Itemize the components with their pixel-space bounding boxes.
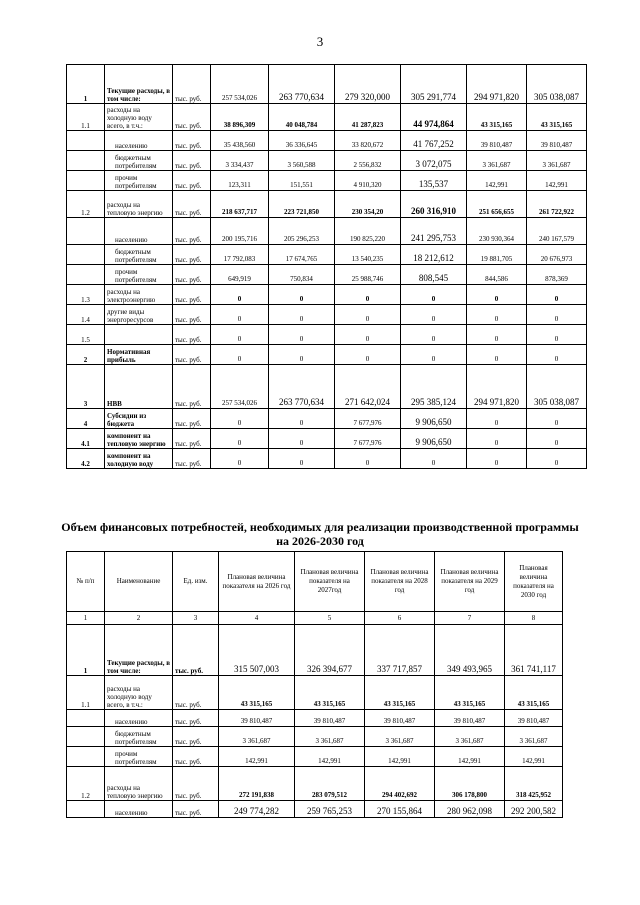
row-name: компонент на холодную воду: [105, 449, 173, 469]
value-cell: 0: [527, 449, 587, 469]
value-cell: 9 906,650: [401, 409, 467, 429]
column-header: Плановая величина показателя на 2027год: [295, 552, 365, 612]
value-cell: 0: [211, 325, 269, 345]
table-row: [67, 285, 587, 305]
value-cell: 13 540,235: [335, 245, 401, 265]
row-number: 1.2: [67, 767, 105, 801]
value-cell: 39 810,487: [365, 710, 435, 727]
row-name: населению: [105, 710, 173, 727]
table-row: [67, 365, 587, 409]
column-index: 8: [505, 612, 563, 625]
value-cell: 39 810,487: [467, 131, 527, 151]
row-number: 1.1: [67, 676, 105, 710]
row-unit: тыс. руб.: [173, 676, 219, 710]
row-name: Текущие расходы, в том числе:: [105, 625, 173, 676]
row-name: бюджетным потребителям: [105, 151, 173, 171]
value-cell: 283 079,512: [295, 767, 365, 801]
value-cell: 44 974,864: [401, 104, 467, 131]
value-cell: 142,991: [365, 747, 435, 767]
value-cell: 43 315,165: [505, 676, 563, 710]
column-index: 1: [67, 612, 105, 625]
value-cell: 0: [211, 449, 269, 469]
value-cell: 0: [211, 285, 269, 305]
column-index: 2: [105, 612, 173, 625]
table-row: [67, 449, 587, 469]
value-cell: 190 825,220: [335, 218, 401, 245]
row-unit: тыс. руб.: [173, 191, 211, 218]
value-cell: 43 315,165: [527, 104, 587, 131]
row-unit: тыс. руб.: [173, 265, 211, 285]
value-cell: 0: [269, 429, 335, 449]
value-cell: 230 354,20: [335, 191, 401, 218]
value-cell: 142,991: [295, 747, 365, 767]
row-name: прочим потребителям: [105, 171, 173, 191]
row-unit: тыс. руб.: [173, 767, 219, 801]
value-cell: 0: [467, 429, 527, 449]
row-name: НВВ: [105, 365, 173, 409]
value-cell: 306 178,800: [435, 767, 505, 801]
row-unit: тыс. руб.: [173, 218, 211, 245]
value-cell: 142,991: [219, 747, 295, 767]
value-cell: 249 774,282: [219, 801, 295, 818]
value-cell: 0: [269, 409, 335, 429]
row-name: [105, 325, 173, 345]
table-row: [67, 676, 563, 710]
value-cell: 9 906,650: [401, 429, 467, 449]
row-number: 3: [67, 365, 105, 409]
table-row: [67, 325, 587, 345]
row-name: прочим потребителям: [105, 747, 173, 767]
value-cell: 750,834: [269, 265, 335, 285]
row-unit: тыс. руб.: [173, 625, 219, 676]
row-number: 1.3: [67, 285, 105, 305]
value-cell: 0: [527, 305, 587, 325]
value-cell: 0: [467, 409, 527, 429]
row-name: бюджетным потребителям: [105, 727, 173, 747]
value-cell: 257 534,026: [211, 365, 269, 409]
row-unit: тыс. руб.: [173, 171, 211, 191]
value-cell: 43 315,165: [435, 676, 505, 710]
table-row: [67, 218, 587, 245]
value-cell: 142,991: [505, 747, 563, 767]
value-cell: 39 810,487: [527, 131, 587, 151]
section-title: Объем финансовых потребностей, необходимых для реализации производственной программы на 2026-2030 год: [61, 520, 579, 548]
value-cell: 200 195,716: [211, 218, 269, 245]
value-cell: 43 315,165: [295, 676, 365, 710]
value-cell: 0: [401, 285, 467, 305]
value-cell: 272 191,838: [219, 767, 295, 801]
value-cell: 230 930,364: [467, 218, 527, 245]
value-cell: 43 315,165: [365, 676, 435, 710]
table-row: [67, 727, 563, 747]
value-cell: 3 361,687: [219, 727, 295, 747]
value-cell: 41 767,252: [401, 131, 467, 151]
row-number: [67, 151, 105, 171]
row-number: [67, 727, 105, 747]
table-row: [67, 409, 587, 429]
row-unit: тыс. руб.: [173, 65, 211, 104]
value-cell: 305 291,774: [401, 65, 467, 104]
row-unit: тыс. руб.: [173, 449, 211, 469]
expenses-table-2020-2025: [66, 64, 587, 469]
value-cell: 218 637,717: [211, 191, 269, 218]
row-number: 2: [67, 345, 105, 365]
value-cell: 142,991: [435, 747, 505, 767]
row-number: [67, 218, 105, 245]
value-cell: 240 167,579: [527, 218, 587, 245]
table-row: [67, 710, 563, 727]
value-cell: 142,991: [467, 171, 527, 191]
row-number: [67, 245, 105, 265]
value-cell: 251 656,655: [467, 191, 527, 218]
value-cell: 39 810,487: [435, 710, 505, 727]
value-cell: 17 674,765: [269, 245, 335, 265]
index-row: [67, 612, 563, 625]
column-header: Ед. изм.: [173, 552, 219, 612]
table-row: [67, 345, 587, 365]
row-number: 4.2: [67, 449, 105, 469]
column-index: 7: [435, 612, 505, 625]
row-unit: тыс. руб.: [173, 325, 211, 345]
value-cell: 20 676,973: [527, 245, 587, 265]
row-number: [67, 131, 105, 151]
value-cell: 25 988,746: [335, 265, 401, 285]
value-cell: 280 962,098: [435, 801, 505, 818]
column-header: Плановая величина показателя на 2026 год: [219, 552, 295, 612]
value-cell: 0: [269, 305, 335, 325]
value-cell: 39 810,487: [505, 710, 563, 727]
value-cell: 844,586: [467, 265, 527, 285]
value-cell: 294 971,820: [467, 65, 527, 104]
value-cell: 878,369: [527, 265, 587, 285]
row-number: 1: [67, 65, 105, 104]
table-row: [67, 151, 587, 171]
row-unit: тыс. руб.: [173, 245, 211, 265]
value-cell: 270 155,864: [365, 801, 435, 818]
value-cell: 241 295,753: [401, 218, 467, 245]
value-cell: 205 296,253: [269, 218, 335, 245]
value-cell: 3 361,687: [435, 727, 505, 747]
column-index: 4: [219, 612, 295, 625]
table-row: [67, 245, 587, 265]
value-cell: 3 361,687: [467, 151, 527, 171]
value-cell: 305 038,087: [527, 65, 587, 104]
value-cell: 3 334,437: [211, 151, 269, 171]
value-cell: 223 721,850: [269, 191, 335, 218]
row-name: Текущие расходы, в том числе:: [105, 65, 173, 104]
value-cell: 3 361,687: [527, 151, 587, 171]
value-cell: 19 881,705: [467, 245, 527, 265]
row-number: [67, 710, 105, 727]
row-unit: тыс. руб.: [173, 801, 219, 818]
value-cell: 295 385,124: [401, 365, 467, 409]
table-row: [67, 767, 563, 801]
value-cell: 261 722,922: [527, 191, 587, 218]
value-cell: 0: [467, 285, 527, 305]
value-cell: 0: [211, 429, 269, 449]
value-cell: 326 394,677: [295, 625, 365, 676]
row-unit: тыс. руб.: [173, 151, 211, 171]
financial-needs-table-2026-2030: [66, 551, 563, 818]
row-name: населению: [105, 218, 173, 245]
value-cell: 0: [335, 285, 401, 305]
table-row: [67, 171, 587, 191]
header-row: [67, 552, 563, 612]
row-name: расходы на холодную воду всего, в т.ч.:: [105, 104, 173, 131]
table-row: [67, 191, 587, 218]
value-cell: 2 556,832: [335, 151, 401, 171]
row-unit: тыс. руб.: [173, 305, 211, 325]
column-index: 6: [365, 612, 435, 625]
table-row: [67, 104, 587, 131]
value-cell: 3 361,687: [505, 727, 563, 747]
value-cell: 279 320,000: [335, 65, 401, 104]
row-unit: тыс. руб.: [173, 104, 211, 131]
value-cell: 151,551: [269, 171, 335, 191]
row-unit: тыс. руб.: [173, 409, 211, 429]
table-row: [67, 65, 587, 104]
row-unit: тыс. руб.: [173, 365, 211, 409]
table-row: [67, 801, 563, 818]
value-cell: 305 038,087: [527, 365, 587, 409]
row-unit: тыс. руб.: [173, 345, 211, 365]
row-number: [67, 747, 105, 767]
value-cell: 36 336,645: [269, 131, 335, 151]
value-cell: 315 507,003: [219, 625, 295, 676]
value-cell: 649,919: [211, 265, 269, 285]
value-cell: 0: [335, 345, 401, 365]
row-name: Субсидии из бюджета: [105, 409, 173, 429]
value-cell: 43 315,165: [219, 676, 295, 710]
value-cell: 135,537: [401, 171, 467, 191]
value-cell: 41 287,823: [335, 104, 401, 131]
value-cell: 3 072,075: [401, 151, 467, 171]
value-cell: 3 560,588: [269, 151, 335, 171]
row-name: прочим потребителям: [105, 265, 173, 285]
value-cell: 0: [401, 305, 467, 325]
row-number: [67, 265, 105, 285]
row-name: расходы на тепловую энергию: [105, 767, 173, 801]
value-cell: 0: [211, 345, 269, 365]
row-number: 4.1: [67, 429, 105, 449]
value-cell: 0: [527, 429, 587, 449]
table-row: [67, 625, 563, 676]
value-cell: 271 642,024: [335, 365, 401, 409]
value-cell: 35 438,560: [211, 131, 269, 151]
column-index: 3: [173, 612, 219, 625]
value-cell: 43 315,165: [467, 104, 527, 131]
value-cell: 808,545: [401, 265, 467, 285]
value-cell: 3 361,687: [365, 727, 435, 747]
value-cell: 38 896,309: [211, 104, 269, 131]
value-cell: 40 048,784: [269, 104, 335, 131]
value-cell: 7 677,976: [335, 429, 401, 449]
value-cell: 263 770,634: [269, 65, 335, 104]
value-cell: 0: [401, 449, 467, 469]
value-cell: 3 361,687: [295, 727, 365, 747]
row-unit: тыс. руб.: [173, 747, 219, 767]
row-number: [67, 171, 105, 191]
row-name: расходы на холодную воду всего, в т.ч.:: [105, 676, 173, 710]
row-name: бюджетным потребителям: [105, 245, 173, 265]
value-cell: 0: [527, 325, 587, 345]
row-number: 1.2: [67, 191, 105, 218]
value-cell: 4 910,320: [335, 171, 401, 191]
value-cell: 349 493,965: [435, 625, 505, 676]
table-row: [67, 265, 587, 285]
value-cell: 0: [335, 305, 401, 325]
row-number: 1.1: [67, 104, 105, 131]
column-header: № п/п: [67, 552, 105, 612]
value-cell: 39 810,487: [295, 710, 365, 727]
value-cell: 294 402,692: [365, 767, 435, 801]
value-cell: 0: [335, 325, 401, 345]
value-cell: 0: [269, 325, 335, 345]
value-cell: 18 212,612: [401, 245, 467, 265]
value-cell: 361 741,117: [505, 625, 563, 676]
value-cell: 259 765,253: [295, 801, 365, 818]
row-name: населению: [105, 801, 173, 818]
value-cell: 0: [401, 345, 467, 365]
column-header: Плановая величина показателя на 2028 год: [365, 552, 435, 612]
value-cell: 7 677,976: [335, 409, 401, 429]
value-cell: 142,991: [527, 171, 587, 191]
value-cell: 0: [467, 325, 527, 345]
value-cell: 292 200,582: [505, 801, 563, 818]
row-name: другие виды энергоресурсов: [105, 305, 173, 325]
value-cell: 33 820,672: [335, 131, 401, 151]
column-header: Наименование: [105, 552, 173, 612]
table-row: [67, 747, 563, 767]
value-cell: 257 534,026: [211, 65, 269, 104]
value-cell: 0: [527, 345, 587, 365]
column-index: 5: [295, 612, 365, 625]
value-cell: 318 425,952: [505, 767, 563, 801]
value-cell: 0: [527, 409, 587, 429]
column-header: Плановая величина показателя на 2030 год: [505, 552, 563, 612]
row-name: расходы на электроэнергию: [105, 285, 173, 305]
table-row: [67, 131, 587, 151]
value-cell: 337 717,857: [365, 625, 435, 676]
value-cell: 0: [269, 449, 335, 469]
value-cell: 39 810,487: [219, 710, 295, 727]
row-number: 4: [67, 409, 105, 429]
value-cell: 0: [335, 449, 401, 469]
value-cell: 263 770,634: [269, 365, 335, 409]
row-unit: тыс. руб.: [173, 710, 219, 727]
row-number: 1.5: [67, 325, 105, 345]
row-unit: тыс. руб.: [173, 727, 219, 747]
row-number: [67, 801, 105, 818]
page-number: 3: [316, 34, 324, 49]
value-cell: 0: [467, 305, 527, 325]
column-header: Плановая величина показателя на 2029 год: [435, 552, 505, 612]
value-cell: 0: [467, 345, 527, 365]
value-cell: 294 971,820: [467, 365, 527, 409]
value-cell: 123,311: [211, 171, 269, 191]
row-name: компонент на тепловую энергию: [105, 429, 173, 449]
row-unit: тыс. руб.: [173, 131, 211, 151]
value-cell: 0: [211, 409, 269, 429]
value-cell: 0: [211, 305, 269, 325]
row-number: 1: [67, 625, 105, 676]
value-cell: 0: [401, 325, 467, 345]
value-cell: 260 316,910: [401, 191, 467, 218]
table-row: [67, 305, 587, 325]
row-unit: тыс. руб.: [173, 285, 211, 305]
row-unit: тыс. руб.: [173, 429, 211, 449]
value-cell: 17 792,083: [211, 245, 269, 265]
row-name: расходы на тепловую энергию: [105, 191, 173, 218]
row-name: Нормативная прибыль: [105, 345, 173, 365]
row-number: 1.4: [67, 305, 105, 325]
value-cell: 0: [269, 345, 335, 365]
table-row: [67, 429, 587, 449]
value-cell: 0: [269, 285, 335, 305]
row-name: населению: [105, 131, 173, 151]
value-cell: 0: [467, 449, 527, 469]
value-cell: 0: [527, 285, 587, 305]
